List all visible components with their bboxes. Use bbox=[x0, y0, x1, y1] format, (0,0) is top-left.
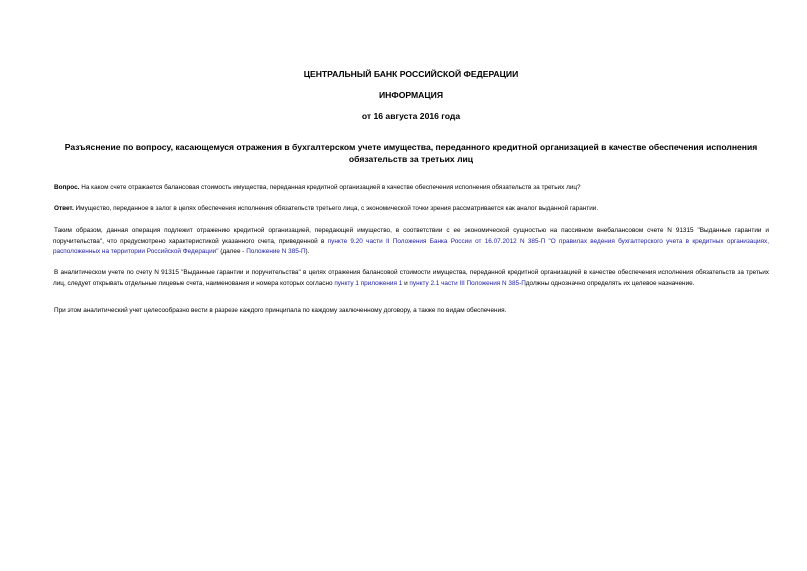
regulation-385p-link[interactable]: пункте 9.20 части II Положения Банка России от 16.07.2012 N 385-П "О правилах ведения бухгалтерского учета в кредитных организациях, расположенных на территории Российской Федерации" bbox=[53, 237, 769, 255]
question-label: Вопрос. bbox=[54, 184, 80, 191]
para4-text-3: должны однозначно определять их целевое назначение. bbox=[525, 279, 695, 287]
question-paragraph bbox=[53, 183, 769, 194]
analytics-paragraph bbox=[53, 268, 769, 289]
document-date: от 16 августа 2016 года bbox=[361, 111, 461, 121]
appendix-1-point-1-link[interactable]: пункту 1 приложения 1 bbox=[334, 279, 403, 287]
para3-text-1: Таким образом, данная операция подлежит отражению кредитной организацией, передающей имущество, в соответствии с ее экономической сущностью на пассивном внебалансовом счете N 91315 "Выданные гарантии и поручительства", что предусмотрено характеристикой указанного счета, приведенной в bbox=[53, 227, 769, 245]
document-type-heading: ИНФОРМАЦИЯ bbox=[378, 90, 444, 100]
explanation-paragraph bbox=[53, 226, 769, 258]
answer-paragraph bbox=[53, 204, 769, 215]
closing-paragraph: При этом аналитический учет целесообразно вести в разрезе каждого принципала по каждому заключенному договору, а также по видам обеспечения. bbox=[54, 307, 507, 314]
answer-text: Имущество, переданное в залог в целях обеспечения исполнения обязательств третьего лица, с экономической точки зрения рассматривается как аналог выданной гарантии. bbox=[73, 205, 599, 212]
issuer-heading: ЦЕНТРАЛЬНЫЙ БАНК РОССИЙСКОЙ ФЕДЕРАЦИИ bbox=[303, 69, 519, 79]
part-3-point-2-1-link[interactable]: пункту 2.1 части III Положения N 385-П bbox=[409, 279, 526, 287]
para4-text-2: и bbox=[402, 279, 410, 287]
document-subject: Разъяснение по вопросу, касающемуся отражения в бухгалтерском учете имущества, переданного кредитной организацией в качестве обеспечения исполнения обязательств за третьих лиц bbox=[64, 142, 758, 164]
answer-label: Ответ. bbox=[54, 205, 74, 212]
question-text: На каком счете отражается балансовая стоимость имущества, переданная кредитной организацией в качестве обеспечения исполнения обязательств за третьих лиц? bbox=[79, 184, 581, 191]
para4-text-1: В аналитическом учете по счету N 91315 "Выданные гарантии и поручительства" в целях отражения балансовой стоимости имущества, переданной кредитной организацией в качестве обеспечения исполнения обязательств за третьих лиц, следует открывать отдельные лицевые счета, наименования и номера которых согласно bbox=[53, 269, 769, 287]
para3-text-2: (далее - bbox=[218, 248, 247, 255]
regulation-385p-short-link[interactable]: Положение N 385-П bbox=[246, 248, 306, 255]
para3-text-3: ). bbox=[305, 248, 310, 255]
